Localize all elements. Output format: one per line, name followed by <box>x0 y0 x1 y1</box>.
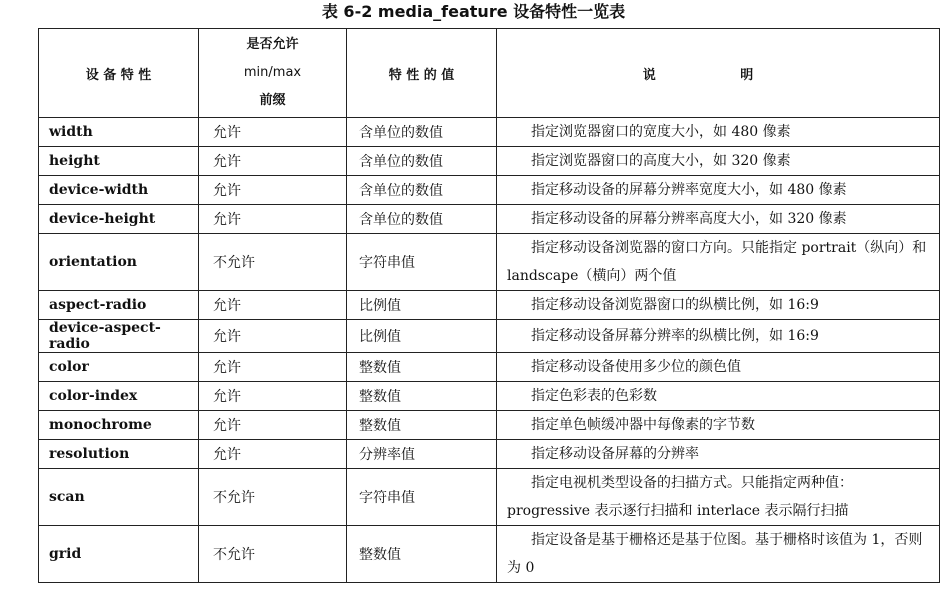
minmax-cell: 允许 <box>199 353 347 382</box>
feature-cell: aspect-radio <box>39 291 199 320</box>
minmax-cell: 允许 <box>199 176 347 205</box>
desc-cell: 指定移动设备的屏幕分辨率高度大小，如 320 像素 <box>497 205 940 234</box>
table-row <box>39 353 940 382</box>
table-row <box>39 526 940 583</box>
value-cell: 整数值 <box>347 382 497 411</box>
value-cell: 含单位的数值 <box>347 205 497 234</box>
desc-cell: 指定移动设备浏览器窗口的纵横比例，如 16:9 <box>497 291 940 320</box>
value-cell: 字符串值 <box>347 469 497 526</box>
minmax-cell: 允许 <box>199 411 347 440</box>
feature-cell: device-width <box>39 176 199 205</box>
header-minmax-line2: min/max <box>243 65 302 80</box>
feature-cell: orientation <box>39 234 199 291</box>
table-row <box>39 469 940 526</box>
desc-cell: 指定移动设备屏幕的分辨率 <box>497 440 940 469</box>
header-value <box>347 29 497 118</box>
table-row <box>39 205 940 234</box>
desc-cell: 指定移动设备的屏幕分辨率宽度大小，如 480 像素 <box>497 176 940 205</box>
value-cell: 整数值 <box>347 411 497 440</box>
header-feature <box>39 29 199 118</box>
value-cell: 字符串值 <box>347 234 497 291</box>
feature-cell: device-aspect-radio <box>39 320 199 353</box>
minmax-cell: 允许 <box>199 205 347 234</box>
table-row <box>39 320 940 353</box>
header-feature-label: 设 备 特 性 <box>85 67 152 83</box>
desc-cell: 指定移动设备使用多少位的颜色值 <box>497 353 940 382</box>
minmax-cell: 不允许 <box>199 526 347 583</box>
minmax-cell: 允许 <box>199 440 347 469</box>
feature-cell: grid <box>39 526 199 583</box>
desc-cell: 指定电视机类型设备的扫描方式。只能指定两种值：progressive 表示逐行扫描和 interlace 表示隔行扫描 <box>497 469 940 526</box>
feature-cell: width <box>39 118 199 147</box>
desc-cell: 指定浏览器窗口的宽度大小，如 480 像素 <box>497 118 940 147</box>
value-cell: 整数值 <box>347 353 497 382</box>
header-desc <box>497 29 940 118</box>
minmax-cell: 不允许 <box>199 234 347 291</box>
media-feature-table <box>38 28 940 583</box>
header-minmax-line3: 前缀 <box>259 93 286 108</box>
header-minmax <box>199 29 347 118</box>
minmax-cell: 允许 <box>199 147 347 176</box>
value-cell: 分辨率值 <box>347 440 497 469</box>
table-row <box>39 176 940 205</box>
feature-cell: device-height <box>39 205 199 234</box>
feature-cell: scan <box>39 469 199 526</box>
value-cell: 含单位的数值 <box>347 147 497 176</box>
table-row <box>39 234 940 291</box>
minmax-cell: 允许 <box>199 291 347 320</box>
minmax-cell: 允许 <box>199 382 347 411</box>
desc-cell: 指定设备是基于栅格还是基于位图。基于栅格时该值为 1，否则为 0 <box>497 526 940 583</box>
desc-cell: 指定色彩表的色彩数 <box>497 382 940 411</box>
minmax-cell: 允许 <box>199 320 347 353</box>
feature-cell: monochrome <box>39 411 199 440</box>
header-desc-label: 说 明 <box>642 67 794 83</box>
desc-cell: 指定浏览器窗口的高度大小，如 320 像素 <box>497 147 940 176</box>
desc-cell: 指定移动设备浏览器的窗口方向。只能指定 portrait（纵向）和 landscape（横向）两个值 <box>497 234 940 291</box>
table-caption: 表 6-2 media_feature 设备特性一览表 <box>321 2 626 21</box>
value-cell: 比例值 <box>347 291 497 320</box>
table-row <box>39 382 940 411</box>
minmax-cell: 允许 <box>199 118 347 147</box>
value-cell: 比例值 <box>347 320 497 353</box>
value-cell: 整数值 <box>347 526 497 583</box>
table-row <box>39 440 940 469</box>
desc-cell: 指定单色帧缓冲器中每像素的字节数 <box>497 411 940 440</box>
table-row <box>39 411 940 440</box>
table-row <box>39 291 940 320</box>
desc-cell: 指定移动设备屏幕分辨率的纵横比例，如 16:9 <box>497 320 940 353</box>
feature-cell: color <box>39 353 199 382</box>
header-minmax-line1: 是否允许 <box>246 37 299 52</box>
header-row <box>39 29 940 118</box>
header-value-label: 特 性 的 值 <box>388 67 455 83</box>
value-cell: 含单位的数值 <box>347 176 497 205</box>
feature-cell: color-index <box>39 382 199 411</box>
minmax-cell: 不允许 <box>199 469 347 526</box>
table-row <box>39 118 940 147</box>
feature-cell: height <box>39 147 199 176</box>
feature-cell: resolution <box>39 440 199 469</box>
table-row <box>39 147 940 176</box>
value-cell: 含单位的数值 <box>347 118 497 147</box>
